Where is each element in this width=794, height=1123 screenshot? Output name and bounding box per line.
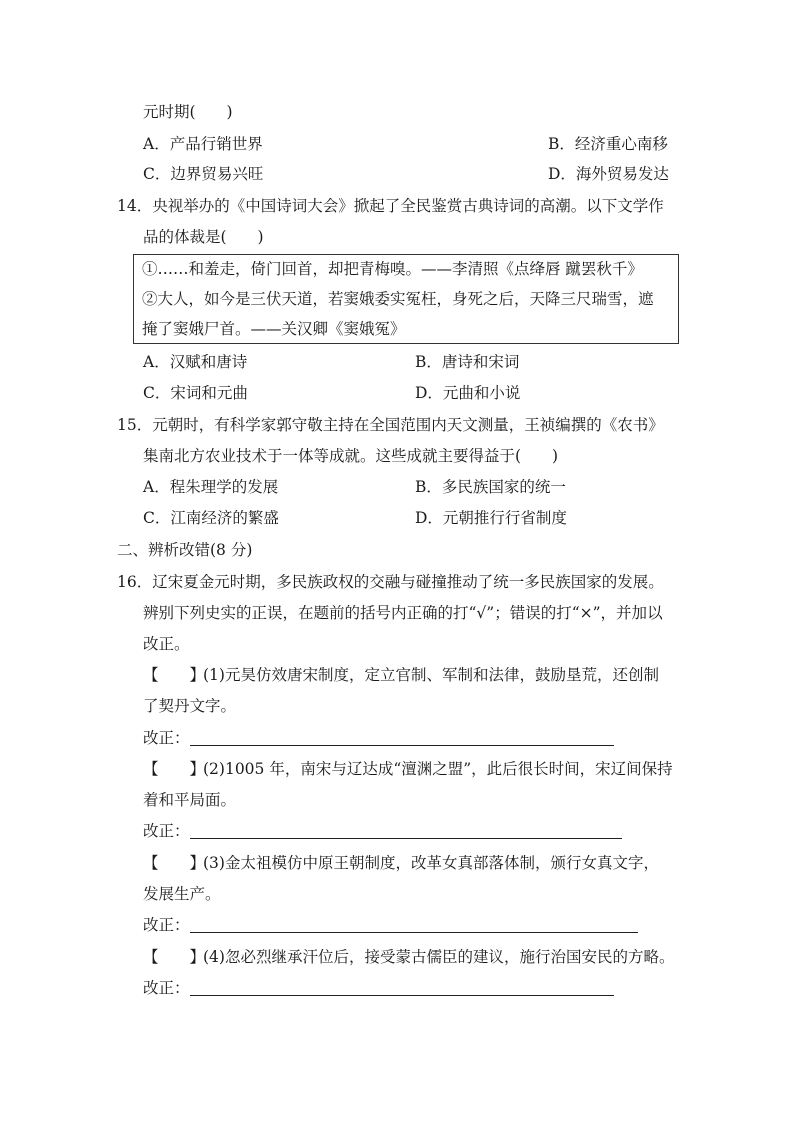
item-text-cont: 发展生产。 (143, 885, 221, 903)
q15-option-c: C．江南经济的繁盛 (143, 509, 279, 527)
answer-bracket[interactable]: 【 】 (143, 854, 206, 872)
q15-option-b: B．多民族国家的统一 (415, 478, 566, 496)
q14-option-c: C．宋词和元曲 (143, 384, 248, 402)
item-text: (1)元昊仿效唐宋制度，定立官制、军制和法律，鼓励垦荒，还创制 (203, 666, 659, 684)
q15-stem-line1: 15．元朝时，有科学家郭守敬主持在全国范围内天文测量，王祯编撰的《农书》 (117, 416, 664, 434)
q14-option-a: A．汉赋和唐诗 (143, 353, 248, 371)
q14-option-d: D．元曲和小说 (415, 384, 521, 402)
correction-label: 改正： (143, 979, 190, 997)
correction-label: 改正： (143, 916, 190, 934)
q13-stem: 元时期( ) (143, 103, 233, 121)
q14-quote-2a: ②大人，如今是三伏天道，若窦娥委实冤枉，身死之后，天降三尺瑞雪，遮 (142, 290, 654, 308)
correction-blank[interactable] (190, 745, 614, 746)
item-text: (4)忽必烈继承汗位后，接受蒙古儒臣的建议，施行治国安民的方略。 (203, 948, 675, 966)
correction-label: 改正： (143, 822, 190, 840)
q16-stem-line3: 改正。 (143, 635, 190, 653)
correction-blank[interactable] (190, 995, 614, 996)
correction-label: 改正： (143, 729, 190, 747)
q14-option-b: B．唐诗和宋词 (415, 353, 520, 371)
q13-option-b: B．经济重心南移 (548, 135, 668, 153)
q14-stem-line2: 品的体裁是( ) (143, 228, 264, 246)
q14-quote-2b: 掩了窦娥尸首。——关汉卿《窦娥冤》 (142, 320, 406, 338)
correction-blank[interactable] (190, 932, 638, 933)
item-text: (3)金太祖模仿中原王朝制度，改革女真部落体制，颁行女真文字， (203, 854, 659, 872)
q13-option-c: C．边界贸易兴旺 (143, 165, 264, 183)
item-text-cont: 了契丹文字。 (143, 697, 237, 715)
q15-stem-line2: 集南北方农业技术于一体等成就。这些成就主要得益于( ) (143, 447, 559, 465)
q13-option-d: D．海外贸易发达 (548, 165, 669, 183)
q15-option-d: D．元朝推行行省制度 (415, 509, 567, 527)
item-text: (2)1005 年，南宋与辽达成“澶渊之盟”，此后很长时间，宋辽间保持 (203, 760, 673, 778)
correction-blank[interactable] (190, 838, 622, 839)
q14-stem-line1: 14．央视举办的《中国诗词大会》掀起了全民鉴赏古典诗词的高潮。以下文学作 (117, 197, 664, 215)
section-heading: 二、辨析改错(8 分) (117, 541, 253, 559)
item-text-cont: 着和平局面。 (143, 791, 237, 809)
answer-bracket[interactable]: 【 】 (143, 666, 206, 684)
q16-stem-line1: 16．辽宋夏金元时期，多民族政权的交融与碰撞推动了统一多民族国家的发展。 (117, 573, 664, 591)
q14-quote-1: ①……和羞走，倚门回首，却把青梅嗅。——李清照《点绛唇 蹴罢秋千》 (142, 260, 643, 278)
answer-bracket[interactable]: 【 】 (143, 760, 206, 778)
q15-option-a: A．程朱理学的发展 (143, 478, 279, 496)
q16-stem-line2: 辨别下列史实的正误，在题前的括号内正确的打“√”；错误的打“×”，并加以 (143, 604, 663, 622)
answer-bracket[interactable]: 【 】 (143, 948, 206, 966)
q13-option-a: A．产品行销世界 (143, 135, 263, 153)
